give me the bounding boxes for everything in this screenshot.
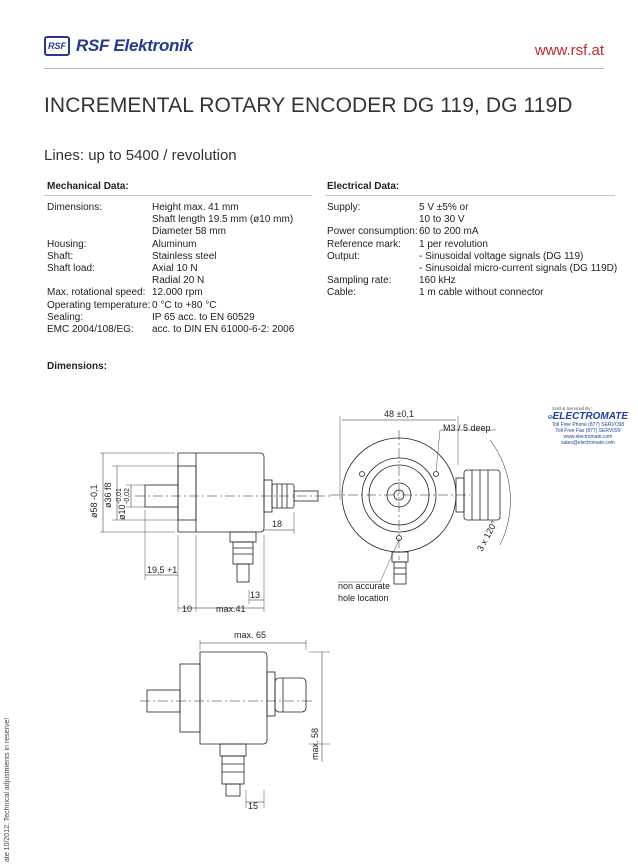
spec-value: Height max. 41 mm (152, 202, 239, 213)
spec-key: Reference mark: (327, 238, 401, 250)
spec-value: 60 to 200 mA (419, 226, 479, 238)
distributor-phone: Toll Free Phone (877) SERVO98 (551, 422, 625, 428)
dim-13: 13 (250, 590, 261, 600)
distributor-name: ELECTROMATE (552, 411, 628, 422)
spec-key: Cable: (327, 287, 356, 299)
rsf-logo-icon: RSF (44, 36, 70, 56)
dim-max-65: max. 65 (234, 630, 267, 640)
spec-key: Sampling rate: (327, 275, 392, 287)
mechanical-heading: Mechanical Data: (47, 181, 129, 192)
dim-diameter-10: ø10 (117, 504, 127, 520)
spec-value: 1 per revolution (419, 238, 488, 250)
dim-max-41: max.41 (216, 604, 246, 614)
dim-angle: 3 x 120° (474, 518, 500, 553)
spec-value: Aluminum (152, 238, 197, 250)
spec-value: - Sinusoidal voltage signals (DG 119) (419, 250, 584, 262)
distributor-fax: Toll Free Fax (877) SERV099 (555, 428, 621, 434)
dim-15: 15 (248, 801, 259, 811)
dim-diameter-36: ø36 f8 (103, 482, 113, 508)
spec-value: 1 m cable without connector (419, 287, 544, 299)
dimensions-heading: Dimensions: (47, 361, 108, 372)
spec-key: Dimensions: (47, 202, 103, 213)
dim-d10-tol-bottom: -0,02 (124, 488, 131, 504)
spec-value: acc. to DIN EN 61000-6-2: 2006 (152, 324, 295, 336)
dim-d10-tol-top: -0,01 (116, 488, 123, 504)
dim-18: 18 (272, 519, 283, 529)
spec-value: Radial 20 N (152, 275, 205, 287)
spec-value: Shaft length 19.5 mm (ø10 mm) (152, 214, 294, 226)
spec-key: Shaft: (47, 250, 74, 262)
side-view (100, 453, 330, 612)
electrical-heading: Electrical Data: (327, 181, 400, 192)
spec-value: 10 to 30 V (419, 214, 465, 226)
spec-value: IP 65 acc. to EN 60529 (152, 311, 255, 323)
spec-value: Diameter 58 mm (152, 226, 226, 238)
dim-thread-m3: M3 / 5 deep (443, 423, 491, 433)
distributor-tagline: Sold & Serviced By: (552, 406, 592, 411)
spec-key: Output: (327, 250, 360, 262)
spec-value: - Sinusoidal micro-current signals (DG 119D) (419, 263, 618, 275)
spec-value: 5 V ±5% or (419, 202, 469, 213)
spec-key: Power consumption: (327, 226, 418, 238)
spec-value: 0 °C to +80 °C (152, 299, 217, 311)
page-subtitle: Lines: up to 5400 / revolution (44, 147, 237, 164)
spec-key: Max. rotational speed: (47, 287, 146, 299)
distributor-website[interactable]: www.electromate.com (563, 434, 613, 440)
dim-diameter-58: ø58 -0,1 (89, 484, 99, 518)
hole-note-line2: hole location (338, 593, 389, 603)
front-view (330, 416, 510, 584)
hole-note-line1: non accurate (338, 581, 391, 591)
dim-max-58: max. 58 (310, 727, 320, 760)
spec-key: Supply: (327, 202, 361, 213)
dim-shaft-length: 19,5 +1 (147, 565, 178, 575)
spec-value: 160 kHz (419, 275, 456, 287)
spec-value: 12.000 rpm (152, 287, 203, 299)
website-link[interactable]: www.rsf.at (534, 42, 604, 59)
dim-48: 48 ±0,1 (384, 409, 414, 419)
spec-key: Shaft load: (47, 263, 95, 275)
spec-key: Operating temperature: (47, 299, 151, 311)
spec-key: EMC 2004/108/EG: (47, 324, 134, 336)
side-revision-note: ate 10/2012, Technical adjustments in reserve! (4, 717, 11, 862)
spec-key: Sealing: (47, 311, 84, 323)
spec-key: Housing: (47, 238, 87, 250)
dim-10: 10 (182, 604, 193, 614)
spec-value: Stainless steel (152, 250, 217, 262)
brand-name: RSF Elektronik (76, 36, 193, 55)
page-title: INCREMENTAL ROTARY ENCODER DG 119, DG 119D (44, 94, 573, 117)
spec-value: Axial 10 N (152, 263, 198, 275)
bottom-view (140, 640, 330, 808)
distributor-email[interactable]: sales@electromate.com (561, 440, 615, 446)
